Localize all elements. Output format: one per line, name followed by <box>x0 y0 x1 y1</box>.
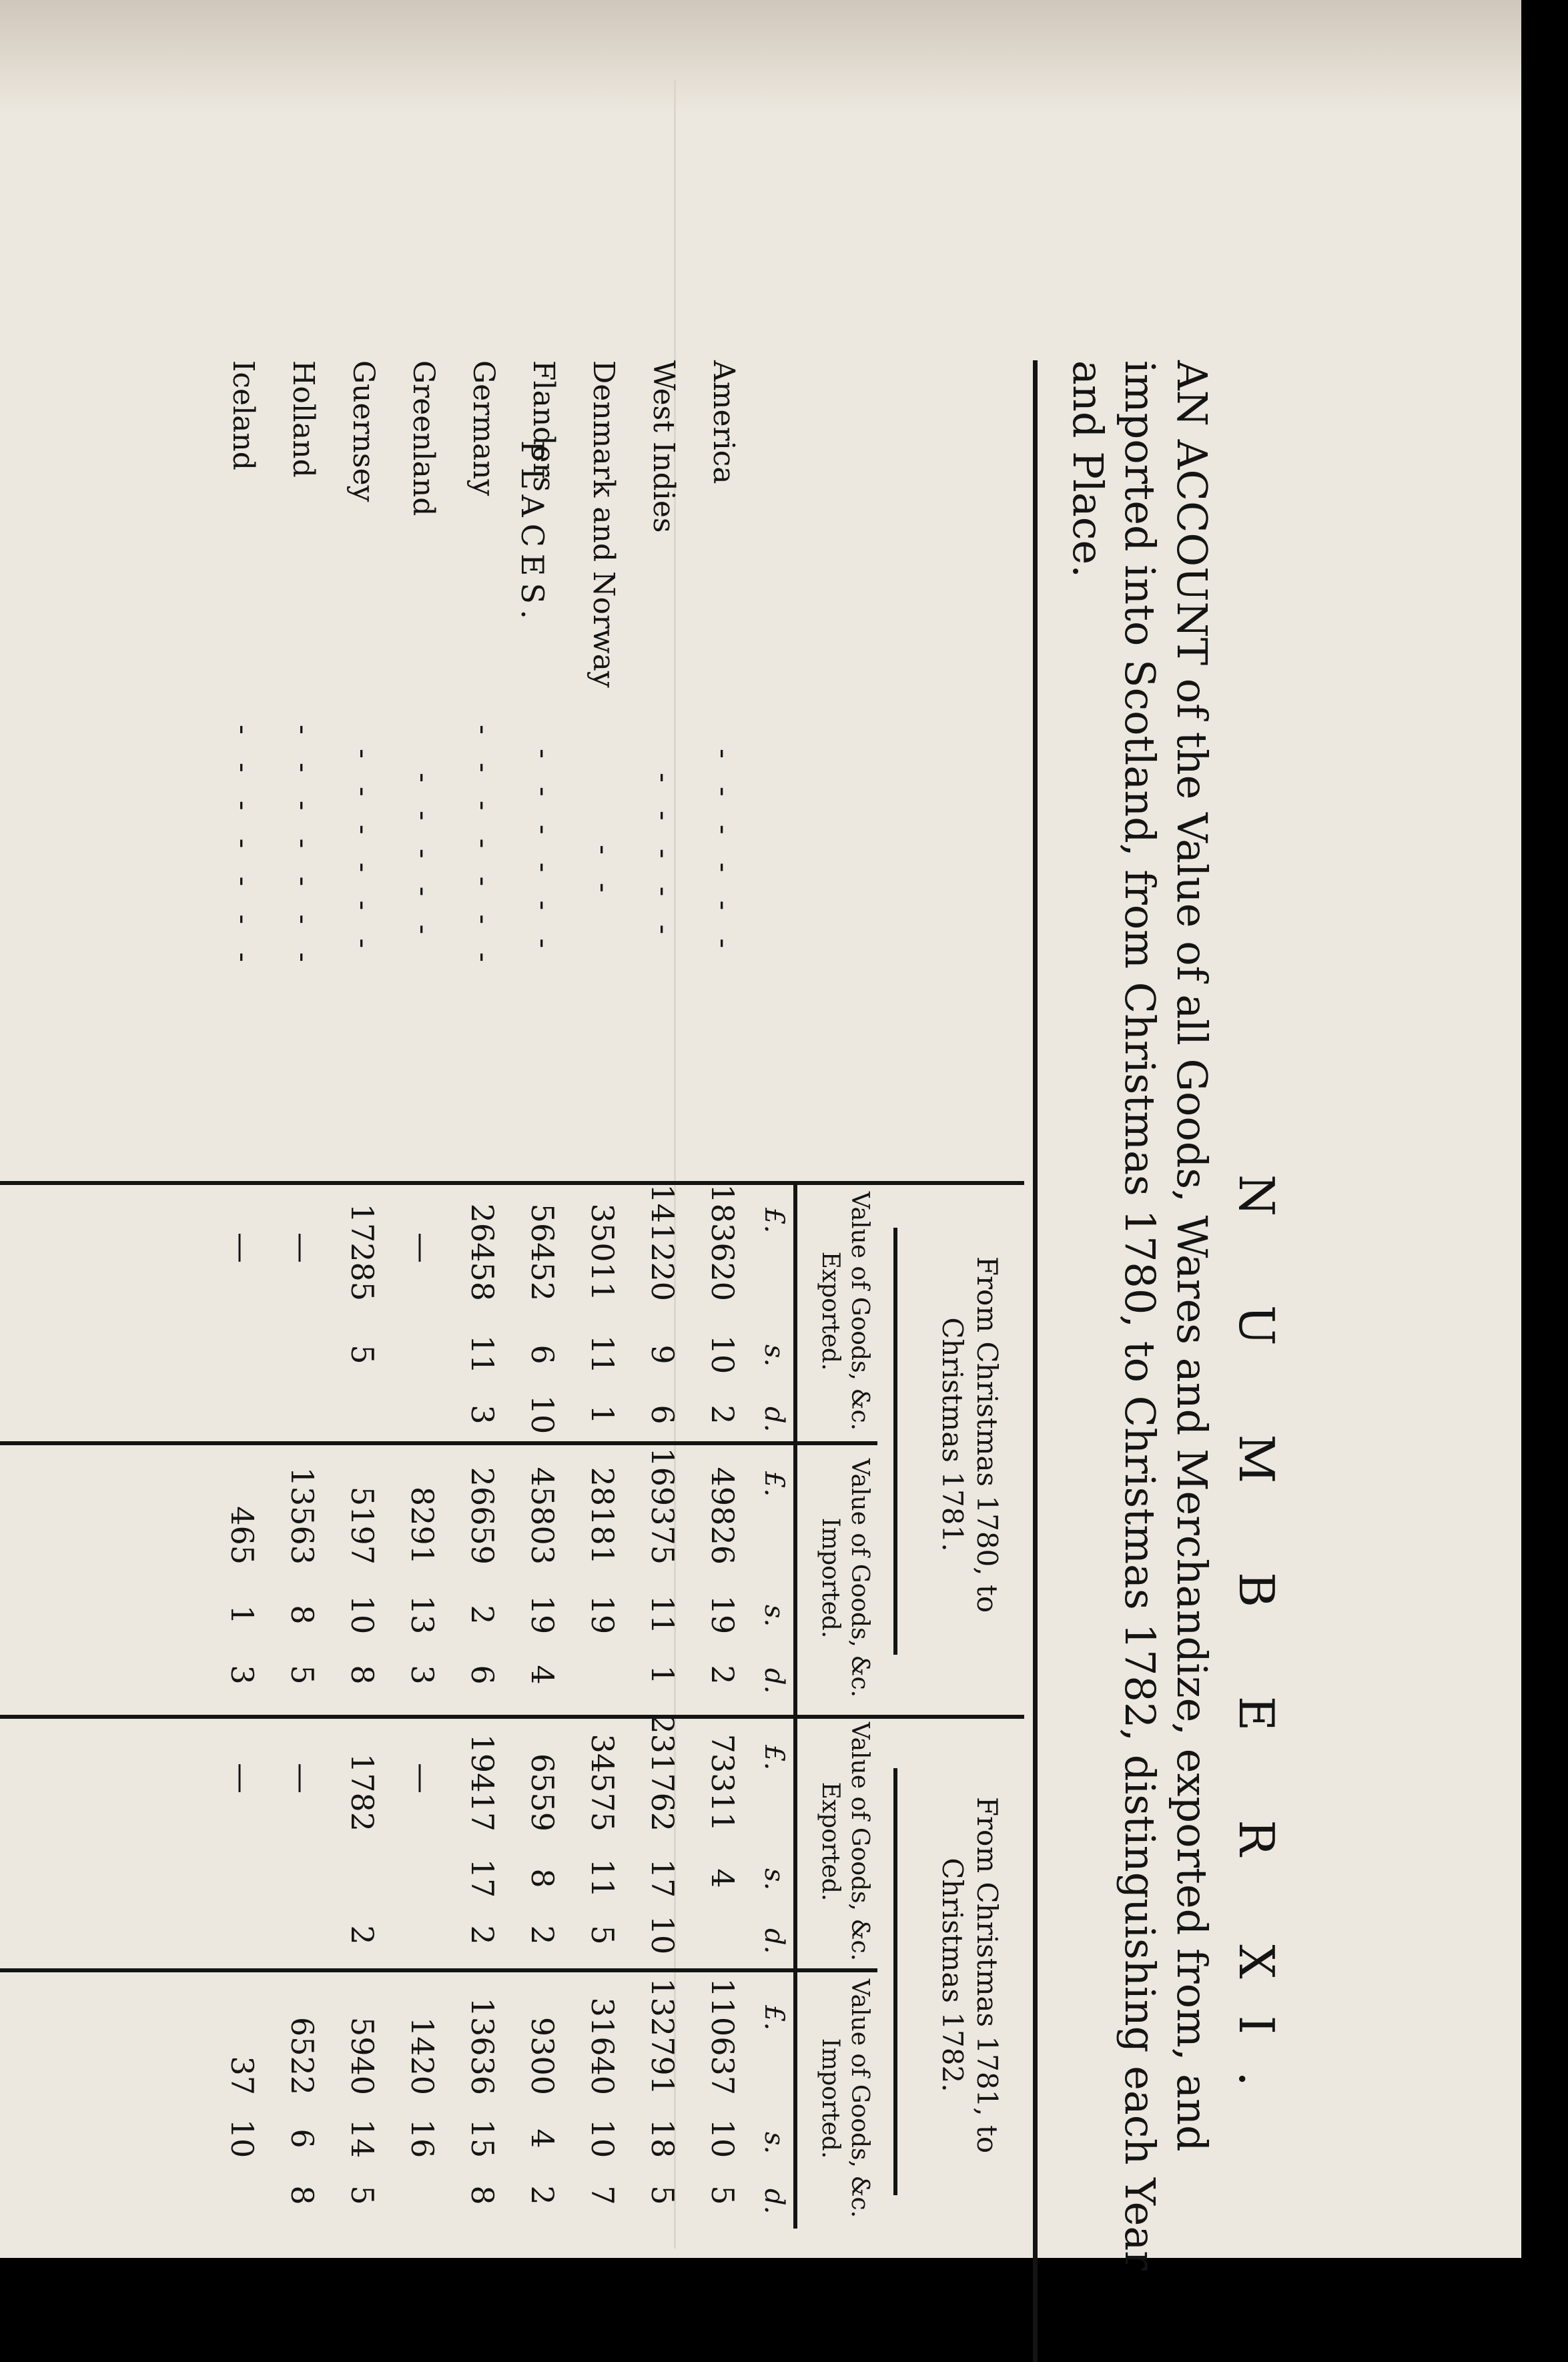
value-pence: 6 <box>645 1405 681 1425</box>
value-pence: 5 <box>344 2185 380 2205</box>
leader-dots: - - - - - - - <box>286 725 320 971</box>
page-top-shadow <box>0 0 1521 113</box>
value-pounds: — <box>404 1763 440 1794</box>
value-pence: 2 <box>344 1925 380 1945</box>
value-pence: 4 <box>524 1665 560 1685</box>
value-shillings: 2 <box>464 1605 500 1625</box>
value-shillings: 11 <box>464 1334 500 1374</box>
value-pounds: 73311 <box>705 1733 741 1832</box>
value-pence: 6 <box>464 1665 500 1685</box>
unit-shillings: s. <box>759 1344 789 1367</box>
leader-dots: - - - - - <box>647 773 681 944</box>
value-pence: 10 <box>645 1915 681 1955</box>
leader-dots: - - - - - - <box>707 749 741 958</box>
value-pounds: 6559 <box>524 1753 560 1832</box>
value-pence: 2 <box>705 1665 741 1685</box>
value-shillings: 19 <box>584 1595 621 1635</box>
place-name: Holland <box>286 360 320 478</box>
value-pounds: 13636 <box>464 1997 500 2095</box>
value-pounds: 5197 <box>344 1486 380 1565</box>
value-pounds: 17285 <box>344 1203 380 1301</box>
period-header-1781: From Christmas 1780, to Christmas 1781. <box>936 1256 1004 1613</box>
value-pounds: 1782 <box>344 1753 380 1832</box>
period-header-1782: From Christmas 1781, to Christmas 1782. <box>936 1796 1004 2154</box>
value-shillings: 8 <box>284 1605 320 1625</box>
value-pounds: 231762 <box>645 1714 681 1832</box>
value-shillings: 6 <box>284 2128 320 2148</box>
value-pounds: 19417 <box>464 1733 500 1832</box>
place-name: America <box>707 360 741 484</box>
value-pounds: 56452 <box>524 1203 560 1301</box>
value-pence: 5 <box>705 2185 741 2205</box>
value-shillings: 16 <box>404 2118 440 2158</box>
value-pence: 5 <box>284 1665 320 1685</box>
leader-dots: - - - - - - <box>526 749 560 958</box>
period-underline-1782 <box>893 1768 897 2195</box>
value-pounds: 35011 <box>584 1203 621 1301</box>
unit-shillings: s. <box>759 2132 789 2154</box>
value-pence: 2 <box>705 1405 741 1425</box>
place-name: Flanders <box>526 360 560 492</box>
leader-dots: - - - - - - <box>346 749 380 958</box>
place-name: Guernsey <box>346 360 380 502</box>
value-shillings: 1 <box>224 1605 260 1625</box>
unit-shillings: s. <box>759 1605 789 1627</box>
column-header-exported-1781: Value of Goods, &c. Exported. <box>817 1191 873 1431</box>
value-shillings: 5 <box>344 1344 380 1364</box>
value-pounds: 169375 <box>645 1447 681 1565</box>
value-shillings: 10 <box>705 2118 741 2158</box>
value-shillings: 11 <box>584 1858 621 1898</box>
value-shillings: 19 <box>524 1595 560 1635</box>
value-pence: 3 <box>404 1665 440 1685</box>
place-name: Denmark and Norway <box>586 360 621 688</box>
header-rule-top <box>1033 360 1038 2362</box>
value-shillings: 6 <box>524 1344 560 1364</box>
column-rule-places <box>0 1181 1024 1185</box>
value-pounds: 37 <box>224 2056 260 2095</box>
column-rule-period <box>0 1715 1024 1719</box>
unit-shillings: s. <box>759 1868 789 1891</box>
value-shillings: 4 <box>705 1868 741 1888</box>
column-header-imported-1781: Value of Goods, &c. Imported. <box>817 1458 873 1698</box>
place-name: Germany <box>466 360 500 496</box>
value-shillings: 11 <box>584 1334 621 1374</box>
value-pounds: 1420 <box>404 2016 440 2095</box>
value-pence: 2 <box>464 1925 500 1945</box>
value-shillings: 10 <box>705 1334 741 1374</box>
value-pounds: — <box>224 1232 260 1263</box>
value-pence: 5 <box>584 1925 621 1945</box>
value-pounds: 8291 <box>404 1486 440 1565</box>
leader-dots: - - - - - <box>406 773 440 944</box>
value-shillings: 8 <box>524 1868 560 1888</box>
place-name: West Indies <box>647 360 681 533</box>
value-shillings: 10 <box>344 1595 380 1635</box>
value-pounds: 13563 <box>284 1467 320 1565</box>
value-pounds: — <box>284 1232 320 1263</box>
value-pounds: 465 <box>224 1506 260 1565</box>
value-pence: 8 <box>464 2185 500 2205</box>
value-pounds: 132791 <box>645 1978 681 2095</box>
value-shillings: 17 <box>645 1858 681 1898</box>
value-pounds: 110637 <box>705 1978 741 2095</box>
unit-pounds: £. <box>759 1208 789 1234</box>
value-shillings: 4 <box>524 2128 560 2148</box>
value-pounds: — <box>404 1232 440 1263</box>
unit-pence: d. <box>759 1928 789 1954</box>
rotated-table-document <box>0 360 1291 2362</box>
value-pounds: 9300 <box>524 2016 560 2095</box>
value-pence: 2 <box>524 2185 560 2205</box>
unit-pence: d. <box>759 1668 789 1694</box>
value-pounds: 5940 <box>344 2016 380 2095</box>
value-pounds: 26458 <box>464 1203 500 1301</box>
page-title: N U M B E R XI. <box>1228 1174 1284 2123</box>
column-header-imported-1782: Value of Goods, &c. Imported. <box>817 1978 873 2219</box>
value-shillings: 10 <box>584 2118 621 2158</box>
value-shillings: 17 <box>464 1858 500 1898</box>
value-shillings: 9 <box>645 1344 681 1364</box>
place-name: Iceland <box>226 360 260 470</box>
value-shillings: 18 <box>645 2118 681 2158</box>
column-header-rule <box>793 1181 797 2229</box>
value-pounds: 141220 <box>645 1184 681 1301</box>
value-shillings: 19 <box>705 1595 741 1635</box>
value-pounds: 31640 <box>584 1997 621 2095</box>
value-pence: 1 <box>645 1665 681 1685</box>
value-pence: 2 <box>524 1925 560 1945</box>
value-pounds: 49826 <box>705 1467 741 1565</box>
unit-pounds: £. <box>759 2005 789 2031</box>
value-pence: 3 <box>464 1405 500 1425</box>
account-description: AN ACCOUNT of the Value of all Goods, Wares and Merchandize, exported from, and imported into Scotland, from Christmas 1780, to Christmas 1782, distinguishing each Year and Place. <box>1064 360 1216 2271</box>
value-shillings: 15 <box>464 2118 500 2158</box>
value-pence: 3 <box>224 1665 260 1685</box>
value-pence: 8 <box>344 1665 380 1685</box>
value-pence: 10 <box>524 1395 560 1435</box>
value-shillings: 13 <box>404 1595 440 1635</box>
value-pounds: 26659 <box>464 1467 500 1565</box>
value-pence: 8 <box>284 2185 320 2205</box>
value-pence: 7 <box>584 2185 621 2205</box>
leader-dots: - - <box>586 845 621 902</box>
value-shillings: 14 <box>344 2118 380 2158</box>
leader-dots: - - - - - - - <box>226 725 260 971</box>
value-shillings: 11 <box>645 1595 681 1635</box>
unit-pounds: £. <box>759 1471 789 1497</box>
leader-dots: - - - - - - - <box>466 725 500 971</box>
places-header: PLACES. <box>514 440 550 626</box>
value-pounds: 183620 <box>705 1184 741 1301</box>
value-pounds: 6522 <box>284 2016 320 2095</box>
unit-pence: d. <box>759 2189 789 2215</box>
value-shillings: 10 <box>224 2118 260 2158</box>
value-pounds: 34575 <box>584 1733 621 1832</box>
column-header-exported-1782: Value of Goods, &c. Exported. <box>817 1721 873 1962</box>
value-pounds: — <box>284 1763 320 1794</box>
value-pence: 5 <box>645 2185 681 2205</box>
period-underline-1781 <box>893 1228 897 1655</box>
unit-pounds: £. <box>759 1745 789 1771</box>
value-pounds: — <box>224 1763 260 1794</box>
unit-pence: d. <box>759 1407 789 1433</box>
value-pence: 1 <box>584 1405 621 1425</box>
value-pounds: 28181 <box>584 1467 621 1565</box>
place-name: Greenland <box>406 360 440 516</box>
value-pounds: 45803 <box>524 1467 560 1565</box>
